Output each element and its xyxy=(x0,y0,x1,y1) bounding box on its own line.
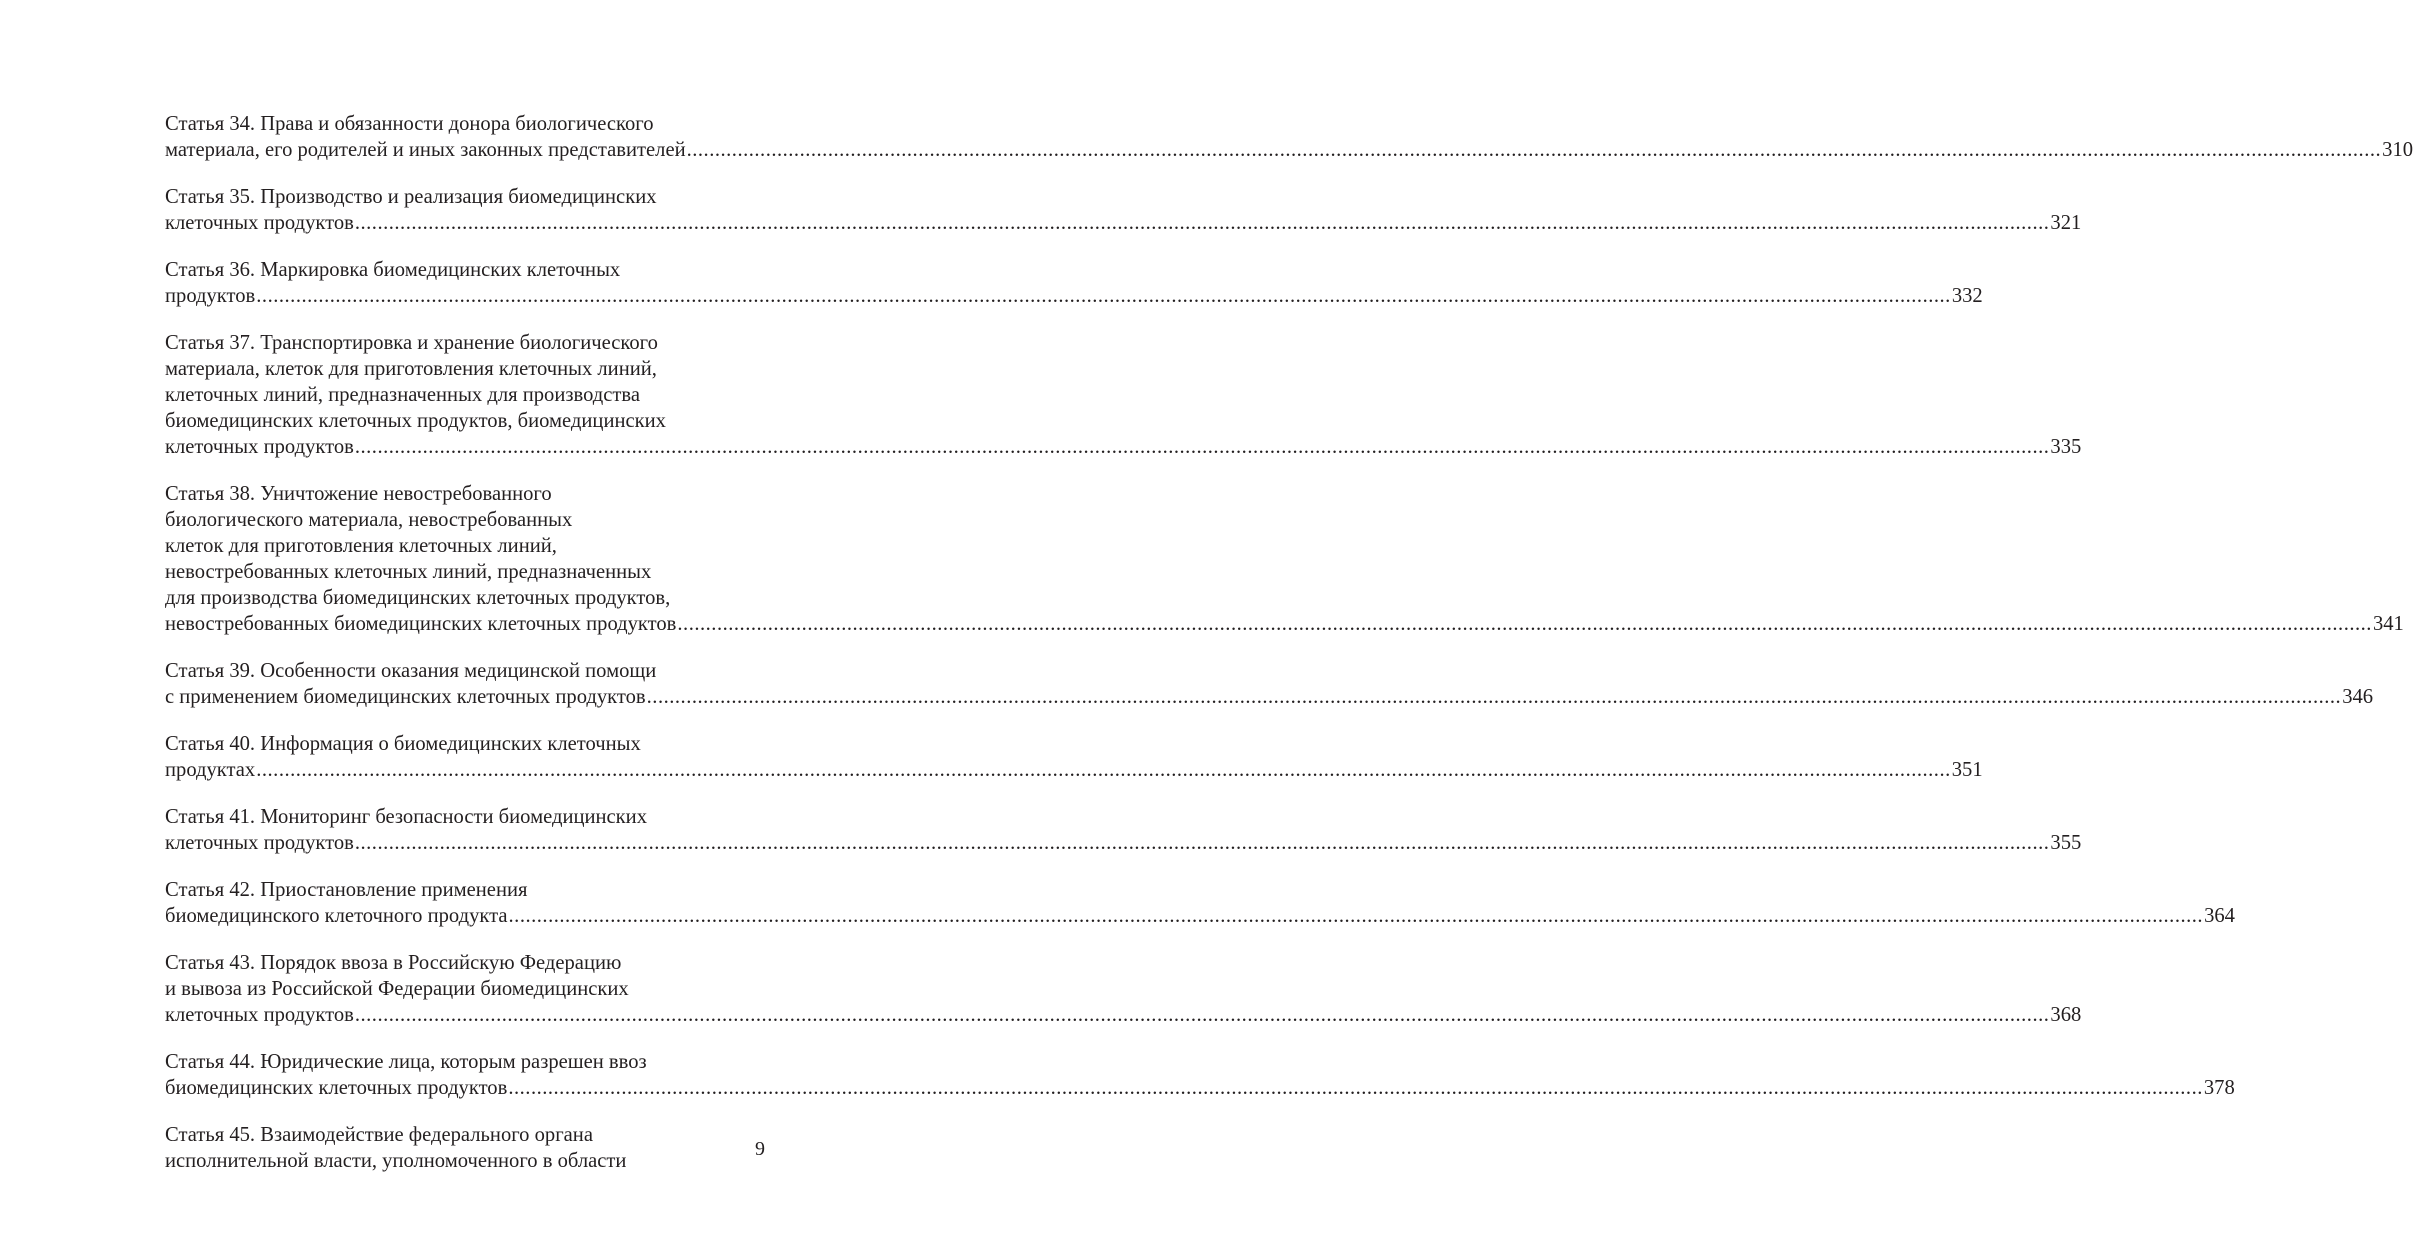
toc-entry[interactable] xyxy=(165,257,1983,309)
dot-leader: ............................................................................................................................................................................................................................................................................................................ xyxy=(686,139,2382,161)
toc-entry-last-line xyxy=(165,830,2082,856)
toc-entry-text: материала, его родителей и иных законных представителей xyxy=(165,139,686,161)
toc-entry-page[interactable]: 355 xyxy=(2050,832,2082,854)
toc-entry[interactable] xyxy=(165,877,2235,929)
toc-entry-text: продуктах xyxy=(165,759,256,781)
dot-leader: ............................................................................................................................................................................................................................................................................................................ xyxy=(354,212,2050,234)
toc-entry-last-line xyxy=(165,903,2235,929)
dot-leader: ............................................................................................................................................................................................................................................................................................................ xyxy=(256,759,1951,781)
toc-entry-last-line xyxy=(165,1002,2082,1028)
toc-entry[interactable] xyxy=(165,184,2082,236)
toc-entry[interactable] xyxy=(165,731,1983,783)
toc-entry[interactable] xyxy=(165,111,2413,163)
toc-entry-page[interactable]: 364 xyxy=(2204,905,2235,927)
toc-entry-line: невостребованных клеточных линий, предназначенных xyxy=(165,561,652,583)
toc-entry[interactable] xyxy=(165,804,2082,856)
toc-entry-line: Статья 41. Мониторинг безопасности биомедицинских xyxy=(165,806,648,828)
toc-entry-text: невостребованных биомедицинских клеточных продуктов xyxy=(165,613,677,635)
toc-entry-page[interactable]: 346 xyxy=(2342,686,2374,708)
toc-entry[interactable] xyxy=(165,330,2082,460)
toc-entry[interactable] xyxy=(165,481,2404,637)
toc-entry-line: Статья 44. Юридические лица, которым разрешен ввоз xyxy=(165,1051,647,1073)
dot-leader: ............................................................................................................................................................................................................................................................................................................ xyxy=(354,436,2050,458)
toc-entry-line: для производства биомедицинских клеточных продуктов, xyxy=(165,587,671,609)
toc-entry-text: продуктов xyxy=(165,285,256,307)
toc-entry-line: клеточных линий, предназначенных для производства xyxy=(165,384,640,406)
toc-entry-line: материала, клеток для приготовления клеточных линий, xyxy=(165,358,657,380)
toc-entry-page[interactable]: 335 xyxy=(2050,436,2082,458)
toc-entry-line: биомедицинских клеточных продуктов, биомедицинских xyxy=(165,410,666,432)
toc-entry-last-line xyxy=(165,283,1983,309)
toc-entry-line: и вывоза из Российской Федерации биомедицинских xyxy=(165,978,629,1000)
toc-entry-text: клеточных продуктов xyxy=(165,212,354,234)
toc-entry-page[interactable]: 332 xyxy=(1951,285,1983,307)
toc-entry-last-line xyxy=(165,684,2374,710)
toc-entry-line: Статья 40. Информация о биомедицинских клеточных xyxy=(165,733,641,755)
toc-entry-line: Статья 42. Приостановление применения xyxy=(165,879,528,901)
toc-entry-last-line xyxy=(165,210,2082,236)
toc-entry-line: Статья 39. Особенности оказания медицинской помощи xyxy=(165,660,657,682)
toc-entry[interactable] xyxy=(165,950,2082,1028)
table-of-contents xyxy=(165,111,2413,1195)
page-number: 9 xyxy=(755,1138,765,1160)
toc-entry-line: Статья 43. Порядок ввоза в Российскую Федерацию xyxy=(165,952,622,974)
toc-entry-line: исполнительной власти, уполномоченного в области xyxy=(165,1150,627,1172)
toc-entry-page[interactable]: 321 xyxy=(2050,212,2082,234)
toc-entry-page[interactable]: 310 xyxy=(2382,139,2413,161)
toc-entry-text: клеточных продуктов xyxy=(165,436,354,458)
toc-entry[interactable] xyxy=(165,1122,768,1174)
toc-entry-page[interactable]: 351 xyxy=(1951,759,1983,781)
toc-entry-text: биомедицинских клеточных продуктов xyxy=(165,1077,508,1099)
toc-entry-line: Статья 45. Взаимодействие федерального органа xyxy=(165,1124,593,1146)
toc-entry[interactable] xyxy=(165,1049,2235,1101)
toc-entry-page[interactable]: 368 xyxy=(2050,1004,2082,1026)
toc-entry-last-line xyxy=(165,137,2413,163)
dot-leader: ............................................................................................................................................................................................................................................................................................................ xyxy=(677,613,2372,635)
dot-leader: ............................................................................................................................................................................................................................................................................................................ xyxy=(508,1077,2203,1099)
toc-entry-line: биологического материала, невостребованных xyxy=(165,509,573,531)
toc-entry-page[interactable]: 341 xyxy=(2372,613,2404,635)
toc-entry-text: биомедицинского клеточного продукта xyxy=(165,905,508,927)
toc-entry-line: Статья 35. Производство и реализация биомедицинских xyxy=(165,186,657,208)
dot-leader: ............................................................................................................................................................................................................................................................................................................ xyxy=(354,1004,2050,1026)
dot-leader: ............................................................................................................................................................................................................................................................................................................ xyxy=(646,686,2342,708)
toc-entry[interactable] xyxy=(165,658,2374,710)
toc-entry-line: клеток для приготовления клеточных линий, xyxy=(165,535,557,557)
toc-entry-last-line xyxy=(165,611,2404,637)
toc-entry-last-line xyxy=(165,434,2082,460)
toc-entry-last-line xyxy=(165,1075,2235,1101)
toc-entry-line: Статья 38. Уничтожение невостребованного xyxy=(165,483,552,505)
dot-leader: ............................................................................................................................................................................................................................................................................................................ xyxy=(256,285,1951,307)
toc-entry-text: клеточных продуктов xyxy=(165,832,354,854)
dot-leader: ............................................................................................................................................................................................................................................................................................................ xyxy=(354,832,2050,854)
toc-entry-line: Статья 36. Маркировка биомедицинских клеточных xyxy=(165,259,621,281)
toc-entry-line: Статья 34. Права и обязанности донора биологического xyxy=(165,113,654,135)
toc-entry-text: с применением биомедицинских клеточных продуктов xyxy=(165,686,646,708)
toc-entry-line: Статья 37. Транспортировка и хранение биологического xyxy=(165,332,658,354)
toc-entry-text: клеточных продуктов xyxy=(165,1004,354,1026)
dot-leader: ............................................................................................................................................................................................................................................................................................................ xyxy=(508,905,2204,927)
toc-entry-last-line xyxy=(165,757,1983,783)
toc-entry-page[interactable]: 378 xyxy=(2203,1077,2235,1099)
